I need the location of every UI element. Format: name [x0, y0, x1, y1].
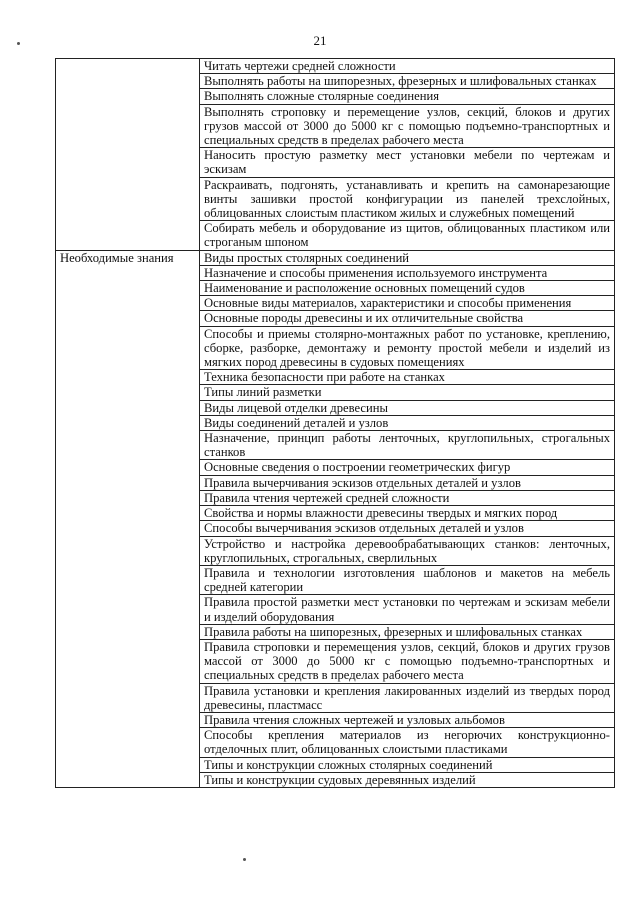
knowledge-cell: Типы и конструкции сложных столярных соединений	[200, 757, 615, 772]
knowledge-cell: Основные сведения о построении геометрических фигур	[200, 460, 615, 475]
skill-cell: Читать чертежи средней сложности	[200, 59, 615, 74]
knowledge-cell: Способы крепления материалов из негорючих конструкционно-отделочных плит, облицованных слоистыми пластиками	[200, 728, 615, 757]
knowledge-cell: Способы вычерчивания эскизов отдельных деталей и узлов	[200, 521, 615, 536]
competency-table	[55, 58, 615, 788]
table-row	[56, 59, 615, 74]
knowledge-cell: Назначение и способы применения используемого инструмента	[200, 265, 615, 280]
knowledge-cell: Типы и конструкции судовых деревянных изделий	[200, 772, 615, 787]
skill-cell: Раскраивать, подгонять, устанавливать и крепить на самонарезающие винты зашивки простой конфигурации из панелей трехслойных, облицованных слоистым пластиком жилых и служебных помещений	[200, 177, 615, 221]
knowledge-cell: Наименование и расположение основных помещений судов	[200, 281, 615, 296]
page-number: 21	[313, 33, 327, 48]
knowledge-cell: Правила установки и крепления лакированных изделий из твердых пород древесины, пластмасс	[200, 683, 615, 712]
knowledge-cell: Правила чтения сложных чертежей и узловых альбомов	[200, 712, 615, 727]
knowledge-cell: Основные виды материалов, характеристики и способы применения	[200, 296, 615, 311]
scan-dot	[243, 858, 246, 861]
skill-cell: Наносить простую разметку мест установки мебели по чертежам и эскизам	[200, 148, 615, 177]
knowledge-cell: Основные породы древесины и их отличительные свойства	[200, 311, 615, 326]
knowledge-cell: Виды простых столярных соединений	[200, 250, 615, 265]
skill-cell: Выполнять сложные столярные соединения	[200, 89, 615, 104]
knowledge-cell: Правила строповки и перемещения узлов, секций, блоков и других грузов массой от 3000 до 5000 кг с помощью подъемно-транспортных и специальных средств в пределах рабочего места	[200, 639, 615, 683]
skill-cell: Собирать мебель и оборудование из щитов, облицованных пластиком или строганым шпоном	[200, 221, 615, 250]
table-row	[56, 250, 615, 265]
knowledge-cell: Свойства и нормы влажности древесины твердых и мягких пород	[200, 506, 615, 521]
skill-cell: Выполнять строповку и перемещение узлов, секций, блоков и других грузов массой от 3000 до 5000 кг с помощью подъемно-транспортных и специальных средств в пределах рабочего места	[200, 104, 615, 148]
knowledge-cell: Способы и приемы столярно-монтажных работ по установке, креплению, сборке, разборке, демонтажу и ремонту простой мебели и изделий из мягких пород древесины в судовых помещениях	[200, 326, 615, 370]
knowledge-cell: Правила вычерчивания эскизов отдельных деталей и узлов	[200, 475, 615, 490]
section-label: Необходимые знания	[56, 250, 200, 787]
knowledge-cell: Устройство и настройка деревообрабатывающих станков: ленточных, круглопильных, строгальных, сверлильных	[200, 536, 615, 565]
knowledge-cell: Виды соединений деталей и узлов	[200, 415, 615, 430]
knowledge-cell: Назначение, принцип работы ленточных, круглопильных, строгальных станков	[200, 431, 615, 460]
skill-cell: Выполнять работы на шипорезных, фрезерных и шлифовальных станках	[200, 74, 615, 89]
knowledge-cell: Правила чтения чертежей средней сложности	[200, 490, 615, 505]
knowledge-cell: Правила и технологии изготовления шаблонов и макетов на мебель средней категории	[200, 565, 615, 594]
knowledge-cell: Техника безопасности при работе на станках	[200, 370, 615, 385]
scan-dot	[17, 42, 20, 45]
skills-label-cell	[56, 59, 200, 251]
knowledge-cell: Типы линий разметки	[200, 385, 615, 400]
knowledge-cell: Правила работы на шипорезных, фрезерных и шлифовальных станках	[200, 624, 615, 639]
knowledge-cell: Виды лицевой отделки древесины	[200, 400, 615, 415]
knowledge-cell: Правила простой разметки мест установки по чертежам и эскизам мебели и изделий оборудования	[200, 595, 615, 624]
